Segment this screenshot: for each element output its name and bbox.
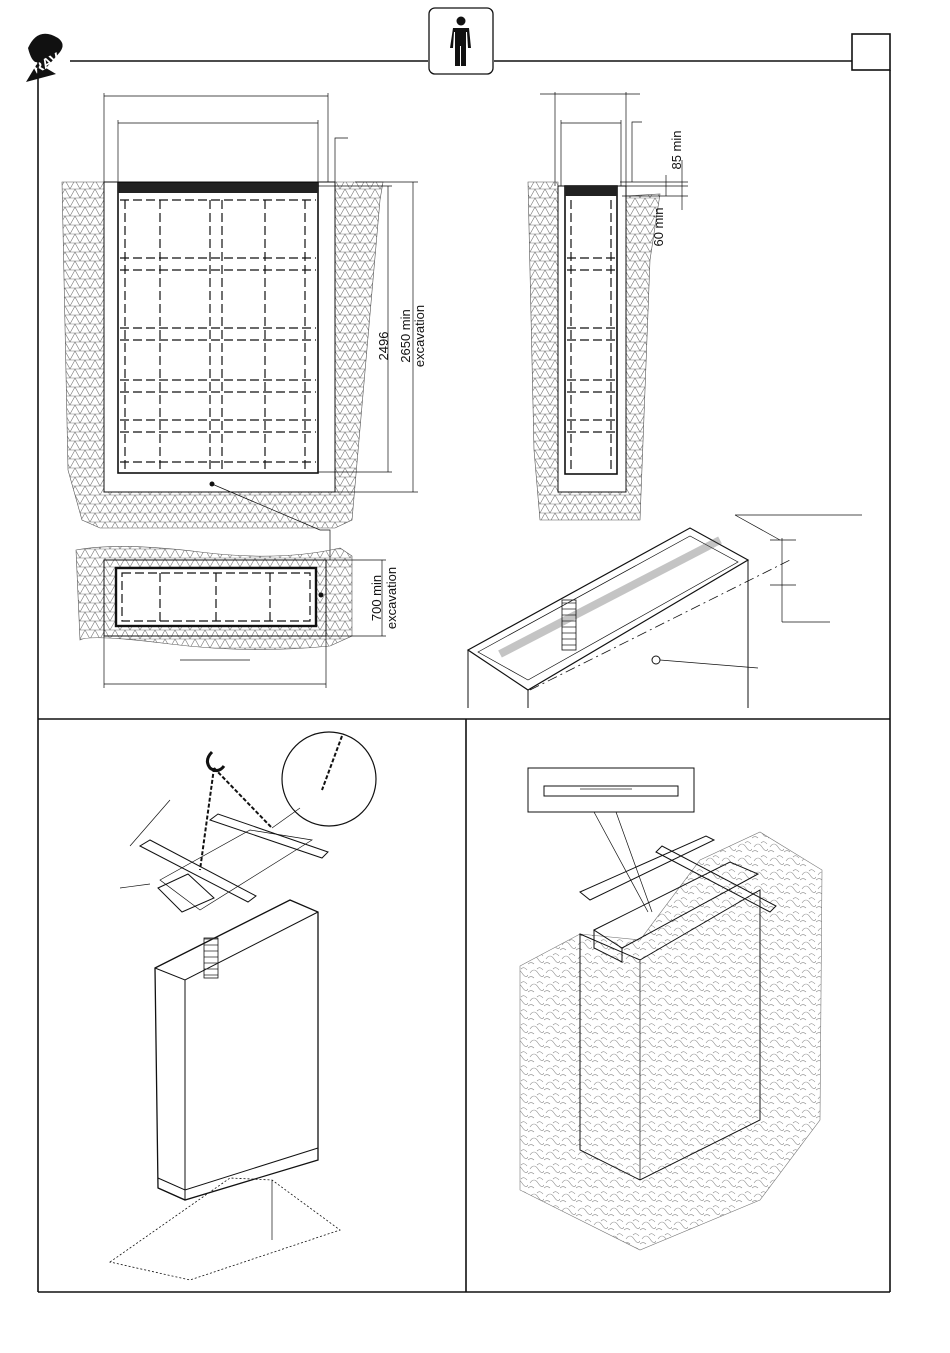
excavation-width-word: excavation bbox=[384, 566, 399, 630]
logo-text: RAV bbox=[29, 49, 63, 77]
spirit-level-icon bbox=[528, 768, 694, 812]
rav-logo bbox=[26, 34, 63, 82]
front-view bbox=[62, 93, 427, 560]
side-view bbox=[528, 92, 688, 520]
plan-view bbox=[76, 546, 399, 688]
side-clearance-label: 60 min bbox=[651, 207, 666, 247]
top-clearance-label: 85 min bbox=[669, 130, 684, 170]
height-label: 2496 bbox=[376, 331, 391, 361]
person-icon bbox=[429, 8, 493, 74]
lifting-scene bbox=[110, 732, 376, 1280]
excavation-depth-word: excavation bbox=[412, 304, 427, 368]
excavation-width-value: 700 min bbox=[369, 574, 384, 622]
page-number-box bbox=[852, 34, 890, 70]
isometric-tank-detail bbox=[468, 515, 862, 708]
lifting-hook-icon bbox=[207, 752, 224, 771]
levelling-scene bbox=[520, 768, 822, 1250]
excavation-depth-value: 2650 min bbox=[398, 309, 413, 363]
